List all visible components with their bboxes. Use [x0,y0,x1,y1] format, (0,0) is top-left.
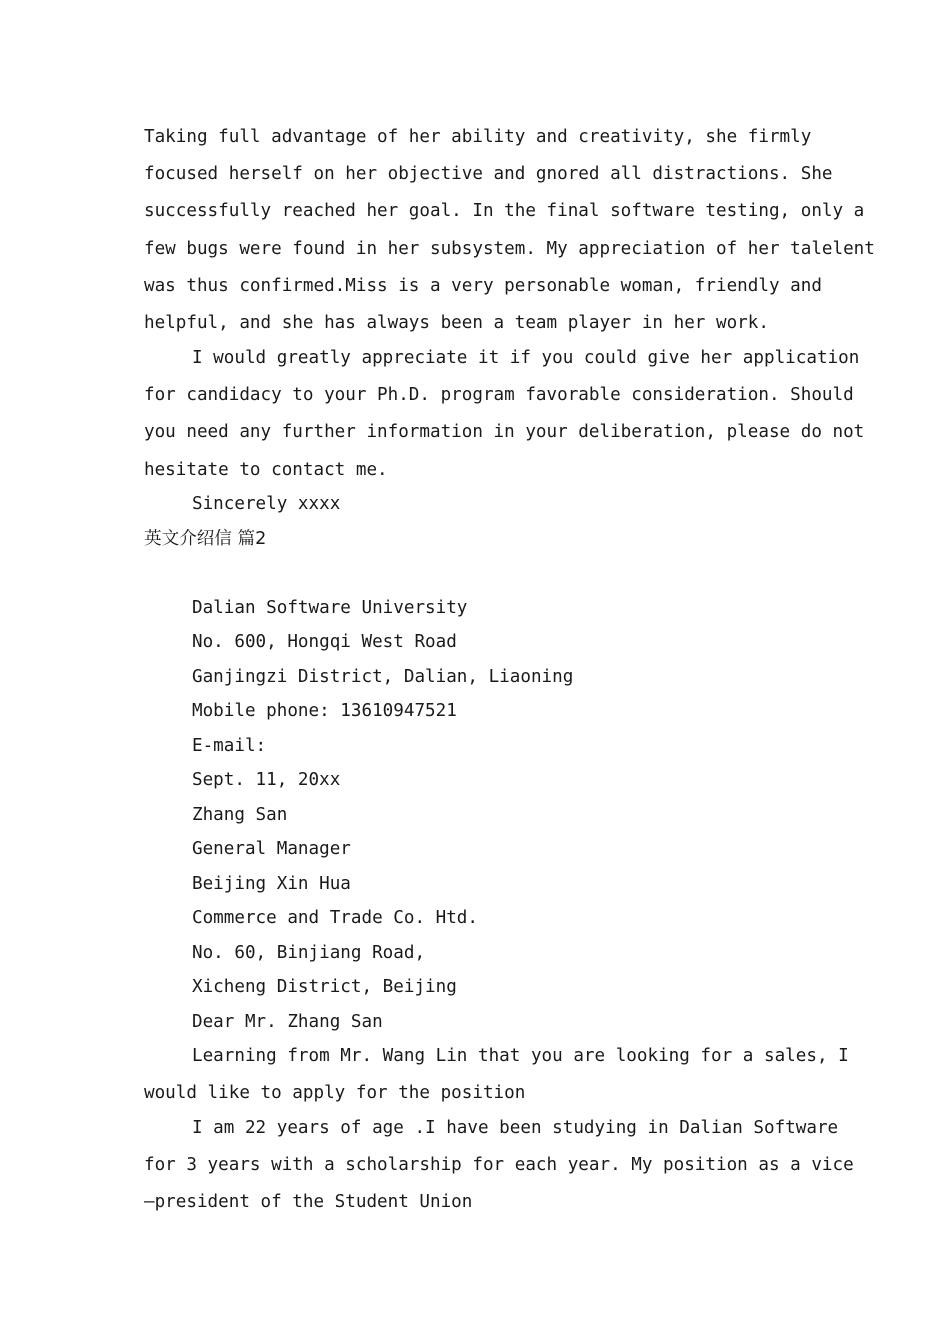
paragraph-line: I would greatly appreciate it if you could give her application [192,348,860,368]
recipient-address-line: Zhang San [192,805,288,825]
recipient-address-line: Commerce and Trade Co. Htd. [192,908,478,928]
sender-address-line: Ganjingzi District, Dalian, Liaoning [192,667,574,687]
paragraph-line: helpful, and she has always been a team player in her work. [144,313,769,333]
paragraph-line: for 3 years with a scholarship for each year. My position as a vice [144,1155,854,1175]
paragraph-line: I am 22 years of age .I have been studying in Dalian Software [192,1118,839,1138]
section-heading: 英文介绍信 篇2 [144,529,267,549]
closing-signature: Sincerely xxxx [192,494,341,514]
sender-address-line: Dalian Software University [192,598,468,618]
recipient-address-line: Xicheng District, Beijing [192,977,457,997]
letter-date: Sept. 11, 20xx [192,770,341,790]
paragraph-line: Taking full advantage of her ability and creativity, she firmly [144,127,812,147]
recipient-address-line: No. 60, Binjiang Road, [192,943,426,963]
sender-phone: Mobile phone: 13610947521 [192,701,457,721]
recipient-address-line: General Manager [192,839,351,859]
paragraph-line: would like to apply for the position [144,1083,526,1103]
paragraph-line: Learning from Mr. Wang Lin that you are looking for a sales, I [192,1046,849,1066]
salutation: Dear Mr. Zhang San [192,1012,383,1032]
recipient-address-line: Beijing Xin Hua [192,874,351,894]
paragraph-line: was thus confirmed.Miss is a very personable woman, friendly and [144,276,822,296]
paragraph-line: hesitate to contact me. [144,460,388,480]
paragraph-line: –president of the Student Union [144,1192,473,1212]
paragraph-line: you need any further information in your deliberation, please do not [144,422,865,442]
paragraph-line: successfully reached her goal. In the final software testing, only a [144,201,865,221]
paragraph-line: focused herself on her objective and gnored all distractions. She [144,164,833,184]
sender-address-line: No. 600, Hongqi West Road [192,632,457,652]
paragraph-line: few bugs were found in her subsystem. My appreciation of her talelent [144,239,875,259]
sender-email: E-mail: [192,736,267,756]
paragraph-line: for candidacy to your Ph.D. program favorable consideration. Should [144,385,854,405]
